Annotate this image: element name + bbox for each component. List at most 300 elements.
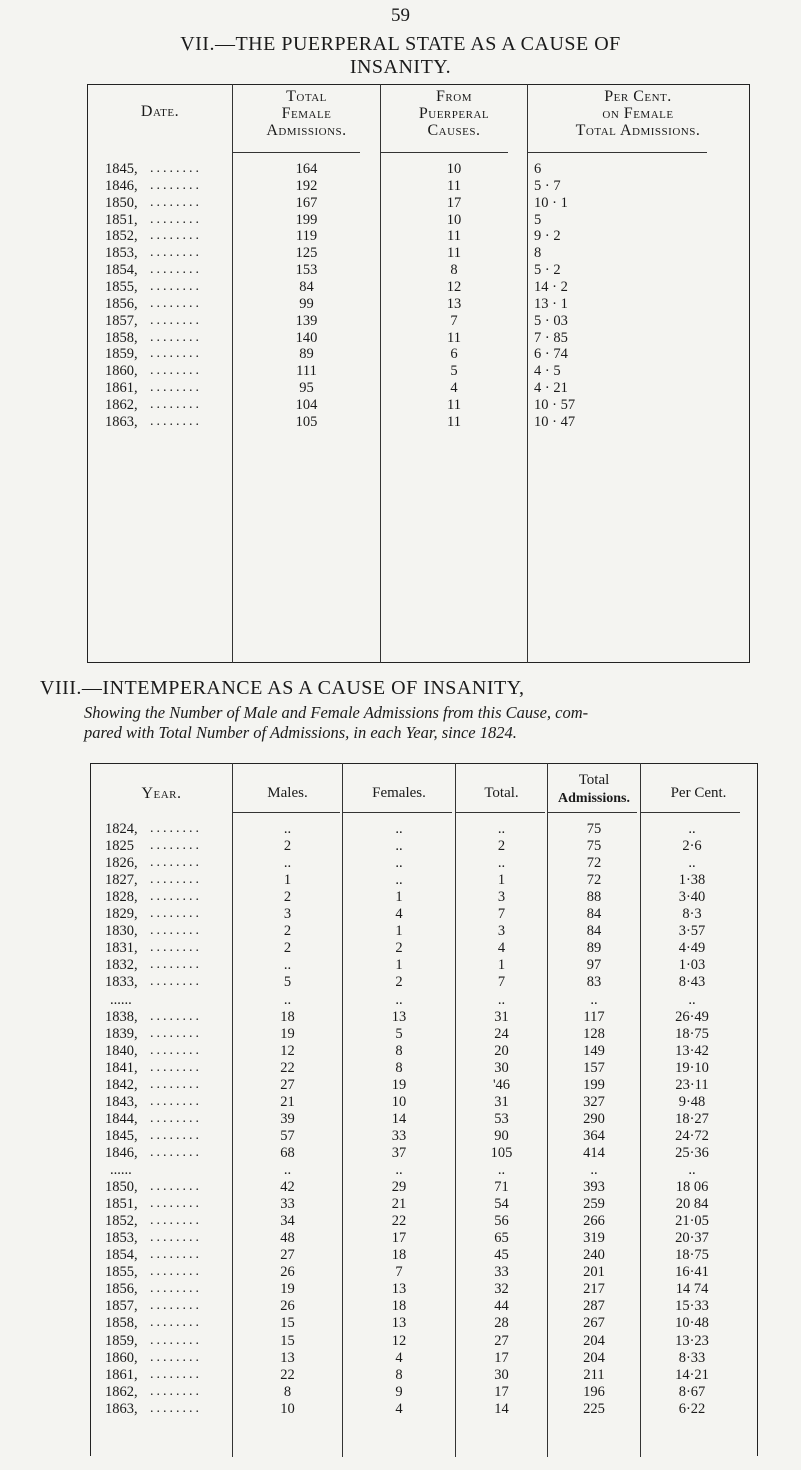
year-cell: 1852, — [105, 228, 138, 244]
section-title-intemperance: VIII.—INTEMPERANCE AS A CAUSE OF INSANITY, — [40, 677, 525, 699]
per-cent-cell: 5 — [534, 212, 542, 228]
year-cell: 1851, — [105, 212, 138, 228]
year-cell: 1850, — [105, 1179, 138, 1195]
admissions-cell: 88 — [586, 889, 602, 905]
leader-dots: ........ — [150, 363, 202, 378]
total-admissions-cell: 105 — [295, 414, 318, 430]
year-cell: 1828, — [105, 889, 138, 905]
puerperal-causes-cell: 11 — [447, 397, 461, 413]
header-rule — [342, 812, 452, 813]
year-cell: 1855, — [105, 279, 138, 295]
males-cell: 68 — [280, 1145, 295, 1161]
total-cell: 90 — [494, 1128, 509, 1144]
total-admissions-cell: 95 — [299, 380, 314, 396]
year-cell: 1830, — [105, 923, 138, 939]
total-admissions-cell: 104 — [295, 397, 318, 413]
males-cell: .. — [283, 1162, 292, 1178]
header-rule — [527, 152, 707, 153]
males-cell: 19 — [280, 1281, 295, 1297]
per-cent-cell: 21·05 — [675, 1213, 709, 1229]
leader-dots: ........ — [150, 1128, 202, 1143]
admissions-cell: 75 — [586, 821, 602, 837]
table-row — [0, 889, 801, 905]
year-cell: 1845, — [105, 161, 138, 177]
total-admissions-cell: 89 — [299, 346, 314, 362]
year-cell: ...... — [110, 1162, 132, 1178]
leader-dots: ........ — [150, 821, 202, 836]
year-cell: 1850, — [105, 195, 138, 211]
leader-dots: ........ — [150, 1060, 202, 1075]
males-cell: 57 — [280, 1128, 295, 1144]
leader-dots: ........ — [150, 1333, 202, 1348]
admissions-cell: 149 — [583, 1043, 605, 1059]
table-row — [0, 1111, 801, 1127]
admissions-cell: 225 — [583, 1401, 605, 1417]
per-cent-cell: 25·36 — [675, 1145, 709, 1161]
table-row — [0, 1333, 801, 1349]
females-cell: 19 — [391, 1077, 407, 1093]
leader-dots: ........ — [150, 1401, 202, 1416]
table-row — [0, 855, 801, 871]
year-cell: 1826, — [105, 855, 138, 871]
admissions-cell: 72 — [586, 872, 602, 888]
admissions-cell: 204 — [583, 1333, 605, 1349]
table-row — [0, 1247, 801, 1263]
total-cell: 17 — [494, 1384, 509, 1400]
per-cent-cell: 5 · 7 — [534, 178, 561, 194]
total-cell: 7 — [497, 906, 506, 922]
total-cell: 3 — [497, 889, 506, 905]
per-cent-cell: 3·57 — [678, 923, 706, 939]
year-cell: 1863, — [105, 1401, 138, 1417]
females-cell: 29 — [391, 1179, 407, 1195]
admissions-cell: 287 — [583, 1298, 605, 1314]
header-from-2: Puerperal — [418, 105, 490, 122]
year-cell: 1831, — [105, 940, 138, 956]
table-row — [0, 330, 801, 346]
table-row — [0, 1009, 801, 1025]
table-row — [0, 1043, 801, 1059]
table-row — [0, 313, 801, 329]
total-cell: 27 — [494, 1333, 509, 1349]
table-row — [0, 1281, 801, 1297]
table-row — [0, 414, 801, 430]
year-cell: 1842, — [105, 1077, 138, 1093]
puerperal-causes-cell: 11 — [447, 228, 461, 244]
year-cell: 1827, — [105, 872, 138, 888]
leader-dots: ........ — [150, 262, 202, 277]
table-row — [0, 212, 801, 228]
table-row — [0, 1264, 801, 1280]
total-cell: 24 — [494, 1026, 509, 1042]
total-cell: 20 — [494, 1043, 509, 1059]
table-row — [0, 1026, 801, 1042]
leader-dots: ........ — [150, 1213, 202, 1228]
year-cell: 1844, — [105, 1111, 138, 1127]
per-cent-cell: 23·11 — [675, 1077, 709, 1093]
per-cent-cell: 9 · 2 — [534, 228, 561, 244]
per-cent-cell: 26·49 — [675, 1009, 709, 1025]
leader-dots: ........ — [150, 1281, 202, 1296]
admissions-cell: 217 — [583, 1281, 605, 1297]
per-cent-cell: 8·43 — [678, 974, 706, 990]
admissions-cell: 393 — [583, 1179, 605, 1195]
header-from-1: From — [436, 88, 472, 105]
table-row — [0, 1128, 801, 1144]
table-row — [0, 1384, 801, 1400]
leader-dots: ........ — [150, 1077, 202, 1092]
admissions-cell: 267 — [583, 1315, 605, 1331]
puerperal-causes-cell: 17 — [446, 195, 462, 211]
table-row — [0, 923, 801, 939]
males-cell: 19 — [280, 1026, 295, 1042]
per-cent-cell: 1·38 — [678, 872, 706, 888]
year-cell: 1852, — [105, 1213, 138, 1229]
year-cell: 1855, — [105, 1264, 138, 1280]
males-cell: 2 — [283, 838, 292, 854]
header-total-2: Female — [281, 105, 332, 122]
leader-dots: ........ — [150, 1179, 202, 1194]
leader-dots: ........ — [150, 872, 202, 887]
per-cent-cell: 18·75 — [675, 1247, 709, 1263]
per-cent-cell: 7 · 85 — [534, 330, 568, 346]
admissions-cell: 97 — [586, 957, 602, 973]
table-row — [0, 1230, 801, 1246]
females-cell: 18 — [391, 1247, 407, 1263]
admissions-cell: .. — [590, 992, 598, 1008]
females-cell: 18 — [391, 1298, 407, 1314]
table-row — [0, 161, 801, 177]
year-cell: 1846, — [105, 178, 138, 194]
leader-dots: ........ — [150, 279, 202, 294]
year-cell: 1851, — [105, 1196, 138, 1212]
females-cell: 7 — [395, 1264, 403, 1280]
females-cell: 4 — [395, 1401, 403, 1417]
males-cell: 15 — [280, 1315, 295, 1331]
year-cell: 1856, — [105, 1281, 138, 1297]
header-rule — [232, 812, 340, 813]
per-cent-cell: 10·48 — [675, 1315, 709, 1331]
total-cell: .. — [497, 992, 506, 1008]
leader-dots: ........ — [150, 1145, 202, 1160]
males-cell: 8 — [283, 1384, 292, 1400]
females-cell: 13 — [391, 1315, 407, 1331]
females-cell: 2 — [395, 940, 403, 956]
total-cell: 14 — [494, 1401, 509, 1417]
header-rule — [455, 812, 545, 813]
females-cell: 12 — [391, 1333, 407, 1349]
table-row — [0, 992, 801, 1008]
females-cell: .. — [395, 1162, 403, 1178]
admissions-cell: 83 — [586, 974, 602, 990]
per-cent-cell: 20·37 — [675, 1230, 709, 1246]
leader-dots: ........ — [150, 1350, 202, 1365]
table-row — [0, 1401, 801, 1417]
puerperal-causes-cell: 11 — [447, 414, 461, 430]
header-year: Year. — [141, 785, 182, 802]
total-cell: 4 — [497, 940, 506, 956]
total-cell: 33 — [494, 1264, 509, 1280]
females-cell: 14 — [391, 1111, 407, 1127]
puerperal-causes-cell: 4 — [450, 380, 458, 396]
puerperal-causes-cell: 12 — [446, 279, 462, 295]
total-admissions-cell: 153 — [295, 262, 318, 278]
total-admissions-cell: 119 — [295, 228, 318, 244]
year-cell: 1832, — [105, 957, 138, 973]
leader-dots: ........ — [150, 212, 202, 227]
total-admissions-cell: 192 — [295, 178, 318, 194]
year-cell: 1863, — [105, 414, 138, 430]
header-admissions-1: Total — [578, 772, 610, 788]
header-admissions-2: Admissions. — [558, 791, 630, 806]
admissions-cell: 201 — [583, 1264, 605, 1280]
total-cell: 32 — [494, 1281, 509, 1297]
header-total: Total. — [484, 785, 519, 801]
total-cell: 45 — [494, 1247, 509, 1263]
females-cell: 1 — [395, 957, 403, 973]
per-cent-cell: .. — [688, 821, 696, 837]
year-cell: 1858, — [105, 1315, 138, 1331]
table-row — [0, 1367, 801, 1383]
year-cell: 1838, — [105, 1009, 138, 1025]
leader-dots: ........ — [150, 178, 202, 193]
year-cell: 1857, — [105, 313, 138, 329]
males-cell: .. — [283, 957, 292, 973]
females-cell: 10 — [391, 1094, 407, 1110]
total-admissions-cell: 167 — [295, 195, 318, 211]
year-cell: 1860, — [105, 1350, 138, 1366]
females-cell: 22 — [391, 1213, 407, 1229]
admissions-cell: 75 — [586, 838, 602, 854]
puerperal-causes-cell: 6 — [450, 346, 458, 362]
table-row — [0, 1298, 801, 1314]
leader-dots: ........ — [150, 855, 202, 870]
year-cell: 1845, — [105, 1128, 138, 1144]
leader-dots: ........ — [150, 1384, 202, 1399]
males-cell: 2 — [283, 889, 292, 905]
leader-dots: ........ — [150, 195, 202, 210]
total-cell: 31 — [494, 1094, 509, 1110]
males-cell: 48 — [280, 1230, 295, 1246]
year-cell: 1843, — [105, 1094, 138, 1110]
header-rule — [547, 812, 637, 813]
table-row — [0, 397, 801, 413]
table-row — [0, 1077, 801, 1093]
males-cell: .. — [283, 855, 292, 871]
year-cell: 1829, — [105, 906, 138, 922]
total-admissions-cell: 99 — [299, 296, 314, 312]
per-cent-cell: 16·41 — [675, 1264, 709, 1280]
table-row — [0, 363, 801, 379]
table-row — [0, 1179, 801, 1195]
admissions-cell: 259 — [583, 1196, 605, 1212]
table-row — [0, 195, 801, 211]
males-cell: 1 — [283, 872, 292, 888]
total-cell: 7 — [497, 974, 506, 990]
puerperal-causes-cell: 8 — [450, 262, 458, 278]
leader-dots: ........ — [150, 940, 202, 955]
total-cell: 65 — [494, 1230, 509, 1246]
leader-dots: ........ — [150, 245, 202, 260]
males-cell: 2 — [283, 923, 292, 939]
total-cell: '46 — [492, 1077, 511, 1093]
per-cent-cell: 1·03 — [678, 957, 706, 973]
per-cent-cell: 10 · 47 — [534, 414, 576, 430]
header-rule — [380, 152, 508, 153]
section-title-puerperal-cont: INSANITY. — [349, 56, 452, 78]
leader-dots: ........ — [150, 313, 202, 328]
females-cell: 4 — [395, 1350, 403, 1366]
total-cell: 53 — [494, 1111, 509, 1127]
admissions-cell: 290 — [583, 1111, 605, 1127]
total-cell: 1 — [497, 872, 506, 888]
per-cent-cell: 6 — [534, 161, 542, 177]
year-cell: 1825 — [105, 838, 134, 854]
table-row — [0, 957, 801, 973]
admissions-cell: 211 — [583, 1367, 605, 1383]
admissions-cell: 199 — [583, 1077, 605, 1093]
per-cent-cell: 2·6 — [682, 838, 702, 854]
year-cell: 1859, — [105, 346, 138, 362]
table-row — [0, 1145, 801, 1161]
year-cell: 1862, — [105, 1384, 138, 1400]
admissions-cell: .. — [590, 1162, 598, 1178]
admissions-cell: 204 — [583, 1350, 605, 1366]
total-cell: .. — [497, 821, 506, 837]
males-cell: 10 — [280, 1401, 295, 1417]
per-cent-cell: 8 — [534, 245, 542, 261]
total-cell: 54 — [494, 1196, 509, 1212]
year-cell: 1861, — [105, 1367, 138, 1383]
per-cent-cell: 18·75 — [675, 1026, 709, 1042]
puerperal-causes-cell: 5 — [450, 363, 458, 379]
leader-dots: ........ — [150, 1367, 202, 1382]
puerperal-causes-cell: 13 — [446, 296, 462, 312]
year-cell: 1841, — [105, 1060, 138, 1076]
table-row — [0, 279, 801, 295]
leader-dots: ........ — [150, 330, 202, 345]
total-cell: .. — [497, 855, 506, 871]
females-cell: .. — [395, 838, 403, 854]
per-cent-cell: 18 06 — [675, 1179, 709, 1195]
header-rule — [232, 152, 360, 153]
total-admissions-cell: 111 — [296, 363, 317, 379]
leader-dots: ........ — [150, 380, 202, 395]
section-subtitle-cont: pared with Total Number of Admissions, in each Year, since 1824. — [84, 723, 517, 742]
males-cell: 21 — [280, 1094, 295, 1110]
header-per-cent: Per Cent. — [670, 785, 727, 801]
females-cell: 13 — [391, 1281, 407, 1297]
table-row — [0, 1162, 801, 1178]
males-cell: 5 — [283, 974, 292, 990]
total-admissions-cell: 199 — [295, 212, 318, 228]
males-cell: 39 — [280, 1111, 295, 1127]
section-title-puerperal: VII.—THE PUERPERAL STATE AS A CAUSE OF — [180, 33, 621, 55]
year-cell: 1861, — [105, 380, 138, 396]
table-row — [0, 228, 801, 244]
admissions-cell: 327 — [583, 1094, 605, 1110]
females-cell: 13 — [391, 1009, 407, 1025]
table-row — [0, 1315, 801, 1331]
males-cell: 15 — [280, 1333, 295, 1349]
leader-dots: ........ — [150, 296, 202, 311]
leader-dots: ........ — [150, 1298, 202, 1313]
puerperal-causes-cell: 11 — [447, 178, 461, 194]
table-row — [0, 245, 801, 261]
females-cell: 17 — [391, 1230, 407, 1246]
total-cell: 30 — [494, 1367, 509, 1383]
year-cell: 1856, — [105, 296, 138, 312]
admissions-cell: 414 — [583, 1145, 605, 1161]
females-cell: 5 — [395, 1026, 403, 1042]
males-cell: 22 — [280, 1367, 295, 1383]
table-row — [0, 906, 801, 922]
year-cell: 1853, — [105, 1230, 138, 1246]
males-cell: 26 — [280, 1264, 295, 1280]
per-cent-cell: .. — [688, 1162, 696, 1178]
per-cent-cell: 10 · 1 — [534, 195, 568, 211]
table-row — [0, 1350, 801, 1366]
table-row — [0, 1060, 801, 1076]
males-cell: .. — [283, 992, 292, 1008]
year-cell: 1824, — [105, 821, 138, 837]
per-cent-cell: .. — [688, 855, 696, 871]
males-cell: 26 — [280, 1298, 295, 1314]
puerperal-causes-cell: 11 — [447, 330, 461, 346]
section-subtitle: Showing the Number of Male and Female Admissions from this Cause, com- — [84, 703, 589, 722]
year-cell: 1839, — [105, 1026, 138, 1042]
females-cell: .. — [395, 872, 403, 888]
females-cell: 8 — [395, 1367, 403, 1383]
per-cent-cell: 13·23 — [675, 1333, 709, 1349]
admissions-cell: 364 — [583, 1128, 605, 1144]
males-cell: .. — [283, 821, 292, 837]
per-cent-cell: 4·49 — [678, 940, 706, 956]
total-admissions-cell: 140 — [295, 330, 318, 346]
per-cent-cell: 8·3 — [682, 906, 702, 922]
header-pct-2: on Female — [602, 105, 674, 122]
year-cell: 1846, — [105, 1145, 138, 1161]
header-pct-1: Per Cent. — [604, 88, 672, 105]
puerperal-causes-cell: 11 — [447, 245, 461, 261]
header-females: Females. — [372, 785, 426, 801]
leader-dots: ........ — [150, 1009, 202, 1024]
per-cent-cell: 4 · 5 — [534, 363, 561, 379]
total-cell: 17 — [494, 1350, 509, 1366]
admissions-cell: 117 — [583, 1009, 605, 1025]
per-cent-cell: 19·10 — [675, 1060, 709, 1076]
per-cent-cell: 14 · 2 — [534, 279, 568, 295]
table-row — [0, 1213, 801, 1229]
total-admissions-cell: 164 — [295, 161, 318, 177]
per-cent-cell: 15·33 — [675, 1298, 709, 1314]
total-admissions-cell: 84 — [299, 279, 314, 295]
year-cell: 1833, — [105, 974, 138, 990]
leader-dots: ........ — [150, 1026, 202, 1041]
total-cell: 1 — [497, 957, 506, 973]
total-cell: 3 — [497, 923, 506, 939]
year-cell: ...... — [110, 992, 132, 1008]
males-cell: 27 — [280, 1077, 295, 1093]
leader-dots: ........ — [150, 1094, 202, 1109]
per-cent-cell: 10 · 57 — [534, 397, 576, 413]
total-cell: 30 — [494, 1060, 509, 1076]
per-cent-cell: 4 · 21 — [534, 380, 568, 396]
females-cell: 8 — [395, 1043, 403, 1059]
table-row — [0, 940, 801, 956]
leader-dots: ........ — [150, 1196, 202, 1211]
year-cell: 1860, — [105, 363, 138, 379]
